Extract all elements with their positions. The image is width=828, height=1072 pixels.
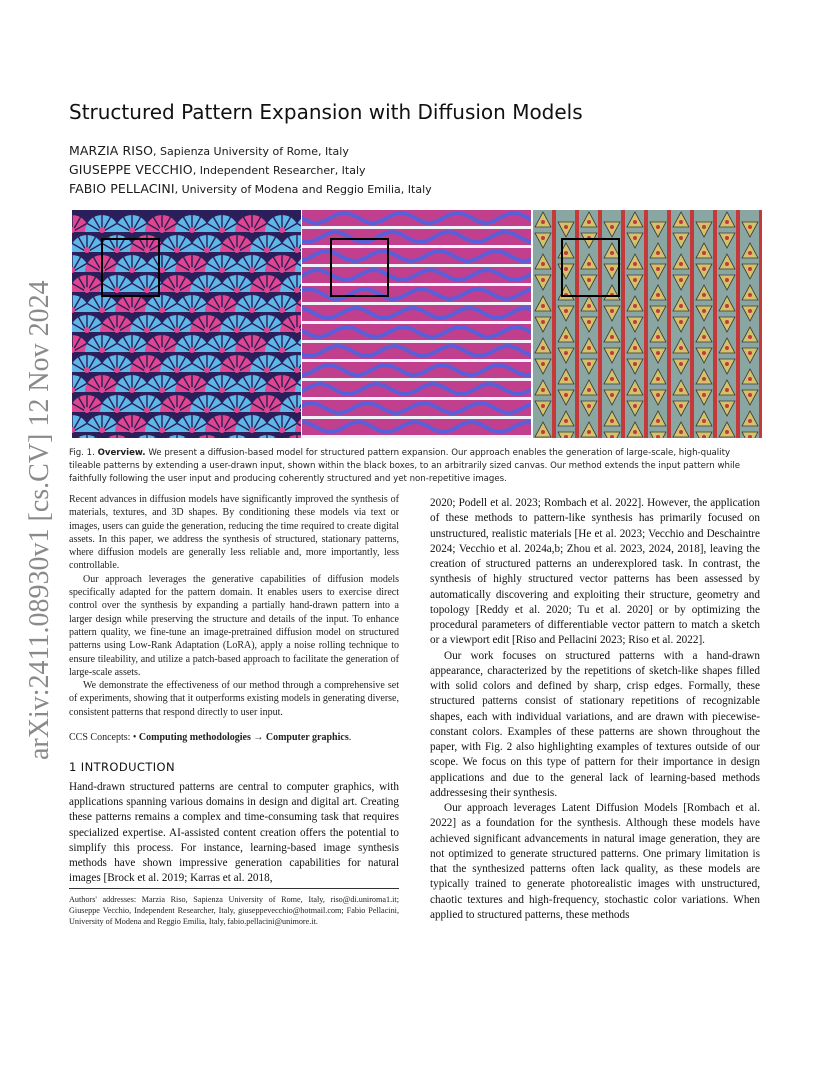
footnote-divider bbox=[69, 888, 399, 889]
figure-caption-bold: Overview. bbox=[97, 448, 146, 458]
teaser-figure bbox=[72, 210, 762, 438]
input-region-box bbox=[330, 238, 389, 297]
author-affiliation: , Sapienza University of Rome, Italy bbox=[153, 145, 349, 158]
author-line-2 bbox=[69, 162, 366, 178]
figure-caption-text: We present a diffusion-based model for structured pattern expansion. Our approach enables the generation of large-scale, high-quality tileable patterns by extending a user-drawn input, shown within the black boxes, to an arbitrarily sized canvas. Our method extends the input pattern while faithfully following the user input and producing coherently structured and yet non-repetitive images. bbox=[69, 448, 741, 484]
author-affiliation: , University of Modena and Reggio Emilia, Italy bbox=[174, 183, 432, 196]
input-region-box bbox=[561, 238, 620, 297]
pattern-panel-waves bbox=[302, 210, 531, 438]
ccs-suffix: . bbox=[348, 732, 352, 743]
abstract-paragraph: Our approach leverages the generative capabilities of diffusion models specifically adapted for the pattern domain. It enables users to exercise direct control over the synthesis by expanding a partially hand-drawn pattern into a larger design while preserving the structure and details of the input. To enhance pattern quality, we fine-tune an image-pretrained diffusion model on structured patterns using Low-Rank Adaptation (LoRA), apply a noise rolling technique to ensure tileability, and utilize a patch-based approach to facilitate the generation of large-scale assets. bbox=[69, 573, 399, 678]
abstract bbox=[69, 493, 399, 719]
author-name: GIUSEPPE VECCHIO bbox=[69, 162, 193, 177]
ccs-prefix: CCS Concepts: • bbox=[69, 732, 139, 743]
paper-title: Structured Pattern Expansion with Diffusion Models bbox=[69, 100, 583, 124]
figure-label: Fig. 1. bbox=[69, 448, 95, 458]
ccs-concepts bbox=[69, 732, 399, 743]
author-affiliation: , Independent Researcher, Italy bbox=[192, 164, 366, 177]
introduction-paragraph: Hand-drawn structured patterns are central to computer graphics, with applications spanning various domains in design and digital art. Creating these patterns remains a complex and time-consuming task that requires specialized expertise. AI-assisted content creation offers the potential to simplify this process. For instance, learning-based image synthesis methods have shown impressive generation capabilities for natural images [Brock et al. 2019; Karras et al. 2018, bbox=[69, 781, 399, 885]
body-paragraph: 2020; Podell et al. 2023; Rombach et al. 2022]. However, the application of these methods to pattern-like synthesis has primarily focused on unstructured, realistic materials [He et al. 2023; Vecchio and Deschaintre 2024; Vecchio et al. 2024a,b; Zhou et al. 2023, 2024, 2018], leaving the creation of structured patterns an underexplored task. In contrast, the synthesis of highly structured vector patterns has been assessed by automatically discovering and exploiting their structure, geometry and topology [Reddy et al. 2020; Tu et al. 2020] or by optimizing the procedural parameters of differentiable vector pattern to match a sketch or a viewport edit [Riso and Pellacini 2023; Riso et al. 2022]. bbox=[430, 497, 760, 647]
ccs-concept: Computing methodologies → Computer graphics bbox=[138, 732, 349, 743]
body-paragraph: Our approach leverages Latent Diffusion Models [Rombach et al. 2022] as a foundation for the synthesis. Although these models have achieved significant advancements in natural image generation, they are not optimized to generate structured patterns. One primary limitation is that the synthesized patterns often lack quality, as these models are typically trained to generate photorealistic images with unstructured, chaotic textures and high-frequency, stochastic color variations. When applied to structured patterns, these methods bbox=[430, 802, 760, 921]
abstract-paragraph: We demonstrate the effectiveness of our method through a comprehensive set of experiments, showing that it outperforms existing models in generating diverse, consistent patterns that respond directly to user input. bbox=[69, 680, 399, 718]
author-line-3 bbox=[69, 181, 432, 197]
author-name: MARZIA RISO bbox=[69, 143, 154, 158]
section-heading-introduction: 1 INTRODUCTION bbox=[69, 760, 176, 774]
arxiv-identifier-stamp: arXiv:2411.08930v1 [cs.CV] 12 Nov 2024 bbox=[24, 280, 55, 760]
figure-caption bbox=[69, 447, 761, 486]
body-paragraph: Our work focuses on structured patterns with a hand-drawn appearance, characterized by the repetitions of sketch-like shapes filled with solid colors and defined by sharp, crisp edges. Formally, these structured patterns consist of stationary repetitions of recognizable shapes, each with individual variations, and are drawn with piecewise-constant colors. Examples of these patterns are shown throughout the paper, with Fig. 2 also highlighting examples of textures outside of our scope. We focus on this type of pattern for their importance in design applications and due to the general lack of learning-based methods addressesing their synthesis. bbox=[430, 649, 760, 799]
right-column-body bbox=[430, 496, 760, 923]
input-region-box bbox=[101, 238, 160, 297]
pattern-panel-triangles bbox=[533, 210, 762, 438]
pattern-panel-feathers bbox=[72, 210, 301, 438]
author-name: FABIO PELLACINI bbox=[69, 181, 175, 196]
abstract-paragraph: Recent advances in diffusion models have significantly improved the synthesis of materials, textures, and 3D shapes. By conditioning these models via text or images, users can guide the generation, reducing the time required to create digital assets. In this paper, we address the synthesis of structured, stationary patterns, where diffusion models are generally less reliable and, more importantly, less controllable. bbox=[69, 494, 399, 572]
authors-footnote: Authors' addresses: Marzia Riso, Sapienza University of Rome, Italy, riso@di.uniroma1.it; Giuseppe Vecchio, Independent Researcher, Italy, giuseppevecchio@hotmail.com; Fabio Pellacini, University of Modena and Reggio Emilia, Italy, fabio.pellacini@unimore.it. bbox=[69, 895, 399, 926]
author-line-1 bbox=[69, 143, 349, 159]
